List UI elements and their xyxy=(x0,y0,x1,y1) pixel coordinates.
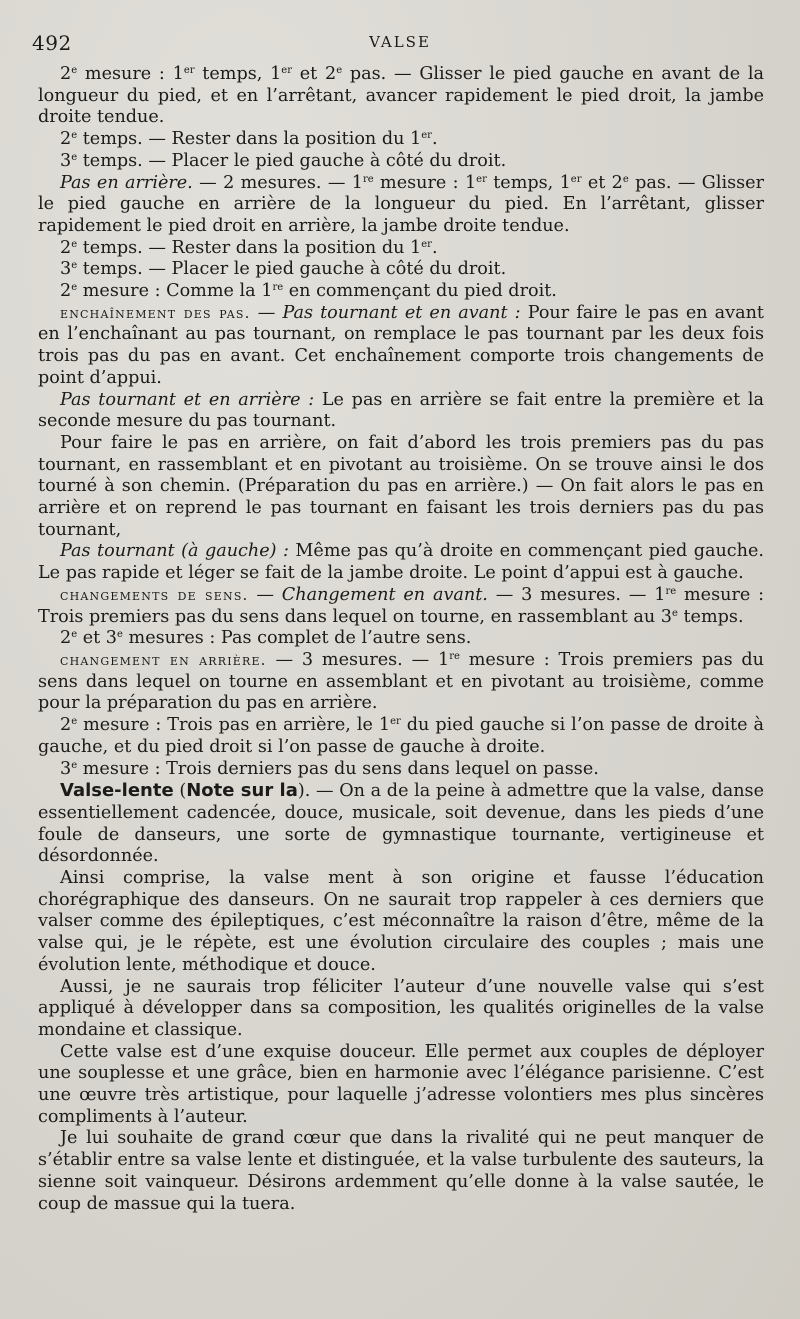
running-title: VALSE xyxy=(369,33,431,51)
paragraph: Pas tournant et en arrière : Le pas en arrière se fait entre la première et la seconde mesure du pas tournant. xyxy=(38,389,764,432)
section-heading: changement en arrière. xyxy=(60,650,267,669)
section-heading: enchaînement des pas. xyxy=(60,303,251,322)
paragraph: 2e temps. — Rester dans la position du 1er. xyxy=(60,237,438,258)
page-number: 492 xyxy=(32,31,72,55)
paragraph: Pas tournant (à gauche) : Même pas qu’à droite en commençant pied gauche. Le pas rapide et léger se fait de la jambe droite. Le point d’appui est à gauche. xyxy=(38,541,764,584)
paragraph: enchaînement des pas. — Pas tournant et en avant : Pour faire le pas en avant en l’enchaînant au pas tournant, on remplace le pas tournant par les deux fois trois pas du pas en avant. Cet enchaînement comporte trois changements de point d’appui. xyxy=(38,302,764,388)
paragraph: Pour faire le pas en arrière, on fait d’abord les trois premiers pas du pas tournant, en rassemblant et en pivotant au troisième. On se trouve ainsi le dos tourné à son chemin. (Préparation du pas en arrière.) — On fait alors le pas en arrière et on reprend le pas tournant en faisant les trois derniers pas du pas tournant, xyxy=(38,432,764,540)
section-heading: changements de sens. xyxy=(60,585,249,604)
entry-heading: Valse-lente xyxy=(60,780,174,802)
paragraph: Aussi, je ne saurais trop féliciter l’auteur d’une nouvelle valse qui s’est appliqué à développer dans sa composition, les qualités originelles de la valse mondaine et classique. xyxy=(38,976,764,1040)
paragraph: Pas en arrière. — 2 mesures. — 1re mesure : 1er temps, 1er et 2e pas. — Glisser le pied gauche en arrière de la longueur du pied. En l’arrêtant, glisser rapidement le pied droit en arrière, la jambe droite tendue. xyxy=(38,172,764,236)
paragraph: 2e mesure : Trois pas en arrière, le 1er du pied gauche si l’on passe de droite à gauche, et du pied droit si l’on passe de gauche à droite. xyxy=(38,715,765,757)
paragraph: 2e mesure : Comme la 1re en commençant du pied droit. xyxy=(60,281,557,302)
page-body xyxy=(38,64,764,1215)
paragraph: 3e temps. — Placer le pied gauche à côté du droit. xyxy=(60,150,507,171)
entry-heading-note: Note sur la xyxy=(186,780,298,802)
paragraph: Valse-lente (Note sur la). — On a de la peine à admettre que la valse, danse essentiellement cadencée, douce, musicale, soit devenue, dans les pieds d’une foule de danseurs, une sorte de gymnastique tournante, vertigineuse et désordonnée. xyxy=(38,780,764,867)
paragraph: Je lui souhaite de grand cœur que dans la rivalité qui ne peut manquer de s’établir entre sa valse lente et distinguée, et la valse turbulente des sauteurs, la sienne soit vainqueur. Désirons ardemment qu’elle donne à la valse sautée, le coup de massue qui la tuera. xyxy=(38,1128,764,1214)
paragraph: changement en arrière. — 3 mesures. — 1re mesure : Trois premiers pas du sens dans lequel on tourne en assemblant et en pivotant au troisième, comme pour la préparation du pas en arrière. xyxy=(38,649,764,714)
paragraph: 2e et 3e mesures : Pas complet de l’autre sens. xyxy=(60,628,472,649)
paragraph: changements de sens. — Changement en avant. — 3 mesures. — 1re mesure : Trois premiers pas du sens dans lequel on tourne, en rassemblant au 3e temps. xyxy=(38,584,765,627)
paragraph: 2e temps. — Rester dans la position du 1er. xyxy=(60,129,438,150)
paragraph: 3e mesure : Trois derniers pas du sens dans lequel on passe. xyxy=(60,758,599,779)
paragraph: 2e mesure : 1er temps, 1er et 2e pas. — Glisser le pied gauche en avant de la longueur du pied, et en l’arrêtant, avancer rapidement le pied droit, la jambe droite tendue. xyxy=(38,64,764,128)
paragraph: 3e temps. — Placer le pied gauche à côté du droit. xyxy=(60,259,507,280)
paragraph: Cette valse est d’une exquise douceur. Elle permet aux couples de déployer une souplesse et une grâce, bien en harmonie avec l’élégance parisienne. C’est une œuvre très artistique, pour laquelle j’adresse volontiers mes plus sincères compliments à l’auteur. xyxy=(38,1041,764,1127)
paragraph: Ainsi comprise, la valse ment à son origine et fausse l’éducation chorégraphique des danseurs. On ne saurait trop rappeler à ces derniers que valser comme des épileptiques, c’est méconnaître la raison d’être, même de la valse qui, je le répète, est une évolution circulaire des couples ; mais une évolution lente, méthodique et douce. xyxy=(38,868,764,975)
